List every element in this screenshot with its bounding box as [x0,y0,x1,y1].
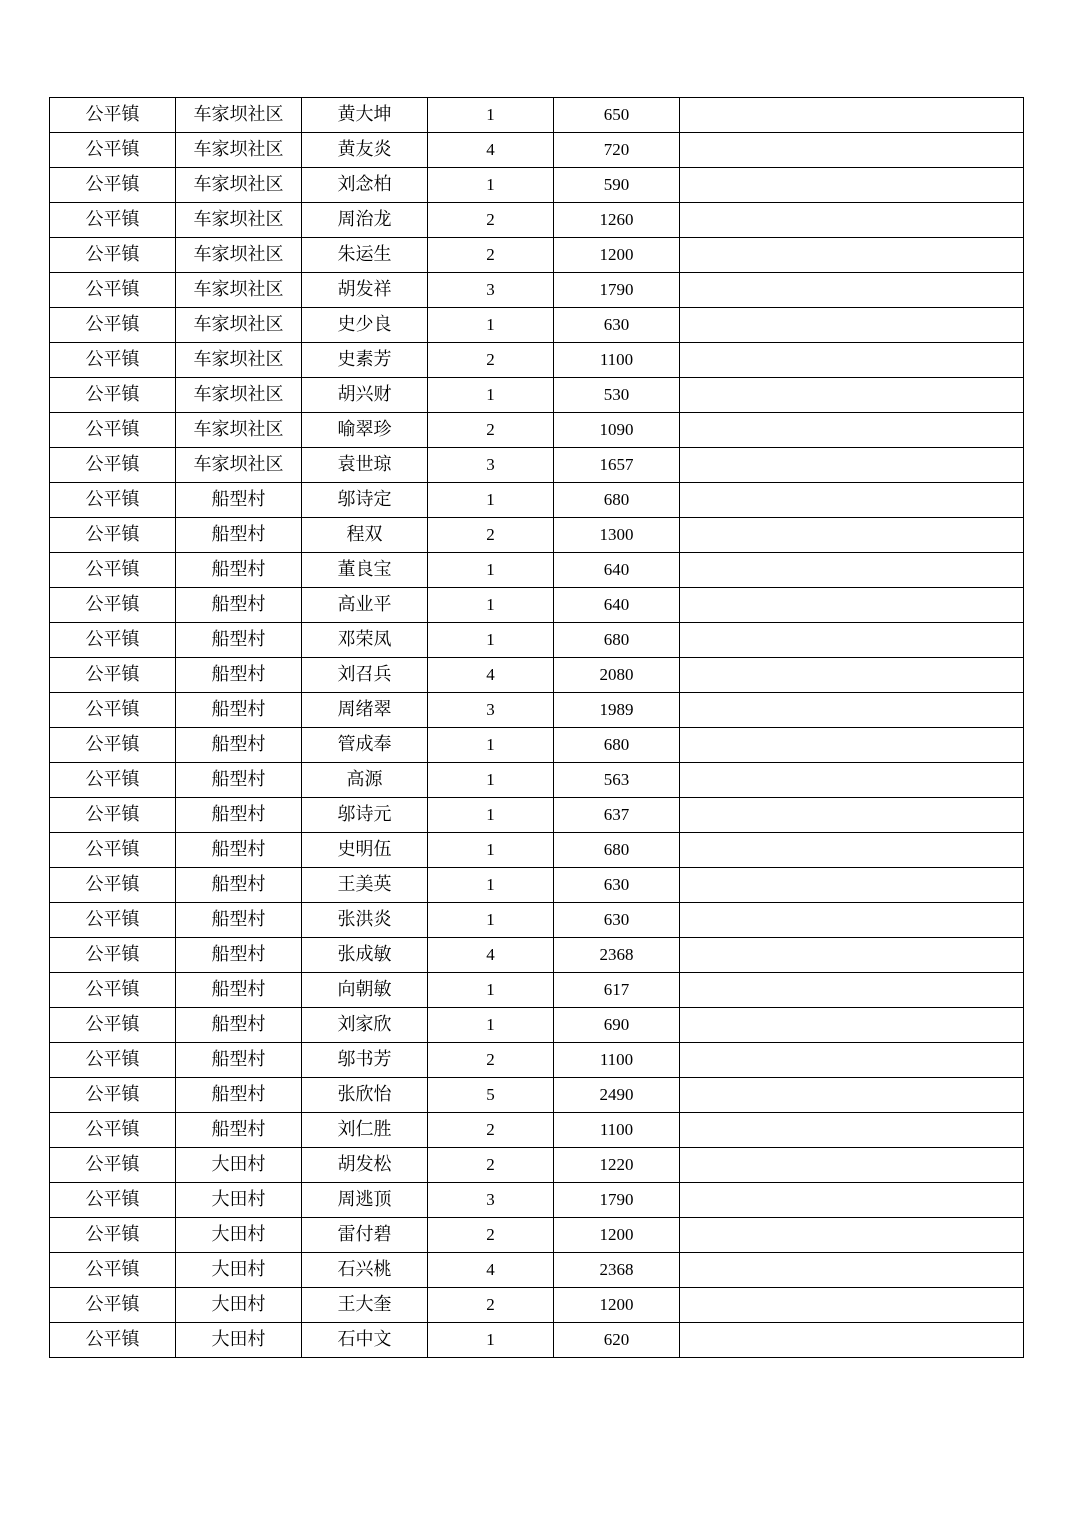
town-cell: 公平镇 [50,203,176,238]
name-cell: 程双 [302,518,428,553]
town-cell: 公平镇 [50,763,176,798]
name-cell: 邬书芳 [302,1043,428,1078]
amount-cell: 563 [554,763,680,798]
table-row [50,728,1024,763]
village-cell: 船型村 [176,833,302,868]
amount-cell: 680 [554,833,680,868]
table-row [50,448,1024,483]
town-cell: 公平镇 [50,868,176,903]
town-cell: 公平镇 [50,1008,176,1043]
town-cell: 公平镇 [50,658,176,693]
amount-cell: 680 [554,728,680,763]
table-row [50,1078,1024,1113]
table-row [50,1043,1024,1078]
town-cell: 公平镇 [50,833,176,868]
amount-cell: 530 [554,378,680,413]
table-row [50,133,1024,168]
village-cell: 船型村 [176,693,302,728]
amount-cell: 2080 [554,658,680,693]
town-cell: 公平镇 [50,1253,176,1288]
village-cell: 船型村 [176,1113,302,1148]
amount-cell: 1260 [554,203,680,238]
amount-cell: 640 [554,553,680,588]
village-cell: 船型村 [176,798,302,833]
table-row [50,378,1024,413]
village-cell: 船型村 [176,518,302,553]
note-cell [680,133,1024,168]
village-cell: 车家坝社区 [176,133,302,168]
note-cell [680,273,1024,308]
name-cell: 刘仁胜 [302,1113,428,1148]
town-cell: 公平镇 [50,973,176,1008]
village-cell: 船型村 [176,553,302,588]
household-count-cell: 2 [428,1218,554,1253]
note-cell [680,833,1024,868]
household-count-cell: 2 [428,413,554,448]
amount-cell: 1220 [554,1148,680,1183]
amount-cell: 1790 [554,1183,680,1218]
note-cell [680,553,1024,588]
village-cell: 船型村 [176,588,302,623]
amount-cell: 1090 [554,413,680,448]
household-count-cell: 4 [428,938,554,973]
town-cell: 公平镇 [50,1218,176,1253]
table-row [50,833,1024,868]
town-cell: 公平镇 [50,1113,176,1148]
amount-cell: 590 [554,168,680,203]
name-cell: 张洪炎 [302,903,428,938]
note-cell [680,868,1024,903]
note-cell [680,203,1024,238]
household-count-cell: 3 [428,273,554,308]
table-row [50,588,1024,623]
household-count-cell: 1 [428,623,554,658]
name-cell: 张成敏 [302,938,428,973]
table-row [50,1183,1024,1218]
name-cell: 石兴桃 [302,1253,428,1288]
table-row [50,308,1024,343]
amount-cell: 640 [554,588,680,623]
village-cell: 船型村 [176,903,302,938]
household-count-cell: 1 [428,308,554,343]
amount-cell: 720 [554,133,680,168]
town-cell: 公平镇 [50,308,176,343]
village-cell: 车家坝社区 [176,448,302,483]
table-row [50,903,1024,938]
name-cell: 史少良 [302,308,428,343]
village-cell: 船型村 [176,658,302,693]
note-cell [680,308,1024,343]
village-cell: 车家坝社区 [176,413,302,448]
household-count-cell: 3 [428,693,554,728]
town-cell: 公平镇 [50,273,176,308]
note-cell [680,728,1024,763]
village-cell: 大田村 [176,1218,302,1253]
records-table [49,97,1024,1358]
note-cell [680,1078,1024,1113]
town-cell: 公平镇 [50,623,176,658]
amount-cell: 1100 [554,343,680,378]
household-count-cell: 5 [428,1078,554,1113]
note-cell [680,483,1024,518]
town-cell: 公平镇 [50,518,176,553]
name-cell: 石中文 [302,1323,428,1358]
table-row [50,693,1024,728]
amount-cell: 650 [554,98,680,133]
amount-cell: 1100 [554,1113,680,1148]
village-cell: 船型村 [176,1078,302,1113]
table-row [50,1113,1024,1148]
amount-cell: 1200 [554,1288,680,1323]
name-cell: 董良宝 [302,553,428,588]
household-count-cell: 2 [428,238,554,273]
name-cell: 胡发祥 [302,273,428,308]
village-cell: 船型村 [176,973,302,1008]
note-cell [680,1288,1024,1323]
village-cell: 车家坝社区 [176,273,302,308]
name-cell: 邬诗元 [302,798,428,833]
household-count-cell: 1 [428,553,554,588]
household-count-cell: 2 [428,518,554,553]
amount-cell: 1300 [554,518,680,553]
household-count-cell: 1 [428,378,554,413]
household-count-cell: 4 [428,1253,554,1288]
note-cell [680,168,1024,203]
amount-cell: 2368 [554,938,680,973]
town-cell: 公平镇 [50,728,176,763]
town-cell: 公平镇 [50,1148,176,1183]
note-cell [680,903,1024,938]
village-cell: 车家坝社区 [176,98,302,133]
household-count-cell: 1 [428,833,554,868]
note-cell [680,98,1024,133]
village-cell: 船型村 [176,1008,302,1043]
amount-cell: 637 [554,798,680,833]
table-row [50,938,1024,973]
village-cell: 船型村 [176,868,302,903]
town-cell: 公平镇 [50,238,176,273]
town-cell: 公平镇 [50,133,176,168]
village-cell: 大田村 [176,1323,302,1358]
amount-cell: 2490 [554,1078,680,1113]
village-cell: 车家坝社区 [176,378,302,413]
name-cell: 周治龙 [302,203,428,238]
village-cell: 车家坝社区 [176,343,302,378]
note-cell [680,238,1024,273]
note-cell [680,1113,1024,1148]
household-count-cell: 4 [428,133,554,168]
table-row [50,343,1024,378]
village-cell: 大田村 [176,1148,302,1183]
amount-cell: 680 [554,483,680,518]
village-cell: 大田村 [176,1253,302,1288]
table-row [50,553,1024,588]
table-row [50,1218,1024,1253]
household-count-cell: 1 [428,483,554,518]
name-cell: 胡发松 [302,1148,428,1183]
town-cell: 公平镇 [50,903,176,938]
table-row [50,518,1024,553]
amount-cell: 630 [554,308,680,343]
household-count-cell: 1 [428,868,554,903]
amount-cell: 1989 [554,693,680,728]
note-cell [680,623,1024,658]
table-row [50,798,1024,833]
household-count-cell: 1 [428,168,554,203]
name-cell: 管成奉 [302,728,428,763]
name-cell: 刘家欣 [302,1008,428,1043]
table-row [50,168,1024,203]
household-count-cell: 4 [428,658,554,693]
note-cell [680,413,1024,448]
household-count-cell: 1 [428,903,554,938]
table-row [50,273,1024,308]
household-count-cell: 1 [428,763,554,798]
town-cell: 公平镇 [50,483,176,518]
town-cell: 公平镇 [50,448,176,483]
household-count-cell: 2 [428,1148,554,1183]
table-row [50,868,1024,903]
note-cell [680,1043,1024,1078]
name-cell: 张欣怡 [302,1078,428,1113]
note-cell [680,1218,1024,1253]
town-cell: 公平镇 [50,1078,176,1113]
table-row [50,1148,1024,1183]
note-cell [680,938,1024,973]
amount-cell: 620 [554,1323,680,1358]
household-count-cell: 1 [428,98,554,133]
note-cell [680,448,1024,483]
table-row [50,98,1024,133]
village-cell: 船型村 [176,623,302,658]
note-cell [680,518,1024,553]
village-cell: 车家坝社区 [176,238,302,273]
amount-cell: 680 [554,623,680,658]
household-count-cell: 2 [428,1288,554,1323]
town-cell: 公平镇 [50,553,176,588]
table-row [50,623,1024,658]
note-cell [680,1253,1024,1288]
table-row [50,413,1024,448]
name-cell: 王大奎 [302,1288,428,1323]
household-count-cell: 1 [428,1323,554,1358]
name-cell: 向朝敏 [302,973,428,1008]
town-cell: 公平镇 [50,588,176,623]
village-cell: 船型村 [176,763,302,798]
name-cell: 黄友炎 [302,133,428,168]
note-cell [680,588,1024,623]
village-cell: 船型村 [176,1043,302,1078]
note-cell [680,1008,1024,1043]
household-count-cell: 3 [428,448,554,483]
name-cell: 朱运生 [302,238,428,273]
name-cell: 史素芳 [302,343,428,378]
name-cell: 邬诗定 [302,483,428,518]
household-count-cell: 2 [428,343,554,378]
name-cell: 史明伍 [302,833,428,868]
name-cell: 邓荣凤 [302,623,428,658]
town-cell: 公平镇 [50,413,176,448]
name-cell: 周逃顶 [302,1183,428,1218]
village-cell: 车家坝社区 [176,308,302,343]
village-cell: 车家坝社区 [176,203,302,238]
table-row [50,658,1024,693]
name-cell: 喻翠珍 [302,413,428,448]
name-cell: 黄大坤 [302,98,428,133]
amount-cell: 630 [554,868,680,903]
town-cell: 公平镇 [50,168,176,203]
village-cell: 大田村 [176,1288,302,1323]
table-row [50,763,1024,798]
table-row [50,483,1024,518]
town-cell: 公平镇 [50,1043,176,1078]
note-cell [680,378,1024,413]
household-count-cell: 2 [428,1113,554,1148]
table-row [50,1253,1024,1288]
village-cell: 船型村 [176,483,302,518]
table-row [50,1288,1024,1323]
amount-cell: 1657 [554,448,680,483]
name-cell: 周绪翠 [302,693,428,728]
note-cell [680,1148,1024,1183]
town-cell: 公平镇 [50,938,176,973]
name-cell: 刘念柏 [302,168,428,203]
note-cell [680,658,1024,693]
village-cell: 船型村 [176,938,302,973]
note-cell [680,798,1024,833]
name-cell: 刘召兵 [302,658,428,693]
amount-cell: 1200 [554,1218,680,1253]
household-count-cell: 2 [428,203,554,238]
village-cell: 船型村 [176,728,302,763]
town-cell: 公平镇 [50,1183,176,1218]
town-cell: 公平镇 [50,1288,176,1323]
table-row [50,1323,1024,1358]
household-count-cell: 1 [428,728,554,763]
name-cell: 高业平 [302,588,428,623]
table-row [50,203,1024,238]
town-cell: 公平镇 [50,343,176,378]
village-cell: 大田村 [176,1183,302,1218]
household-count-cell: 1 [428,588,554,623]
name-cell: 雷付碧 [302,1218,428,1253]
note-cell [680,343,1024,378]
note-cell [680,973,1024,1008]
household-count-cell: 1 [428,1008,554,1043]
household-count-cell: 1 [428,973,554,1008]
records-table-body [50,98,1024,1358]
amount-cell: 1790 [554,273,680,308]
household-count-cell: 3 [428,1183,554,1218]
town-cell: 公平镇 [50,378,176,413]
note-cell [680,763,1024,798]
table-row [50,1008,1024,1043]
amount-cell: 617 [554,973,680,1008]
table-row [50,238,1024,273]
town-cell: 公平镇 [50,798,176,833]
village-cell: 车家坝社区 [176,168,302,203]
town-cell: 公平镇 [50,98,176,133]
table-row [50,973,1024,1008]
name-cell: 高源 [302,763,428,798]
amount-cell: 690 [554,1008,680,1043]
note-cell [680,1183,1024,1218]
town-cell: 公平镇 [50,1323,176,1358]
name-cell: 胡兴财 [302,378,428,413]
note-cell [680,693,1024,728]
amount-cell: 630 [554,903,680,938]
name-cell: 王美英 [302,868,428,903]
note-cell [680,1323,1024,1358]
town-cell: 公平镇 [50,693,176,728]
name-cell: 袁世琼 [302,448,428,483]
amount-cell: 1100 [554,1043,680,1078]
amount-cell: 1200 [554,238,680,273]
household-count-cell: 1 [428,798,554,833]
amount-cell: 2368 [554,1253,680,1288]
household-count-cell: 2 [428,1043,554,1078]
